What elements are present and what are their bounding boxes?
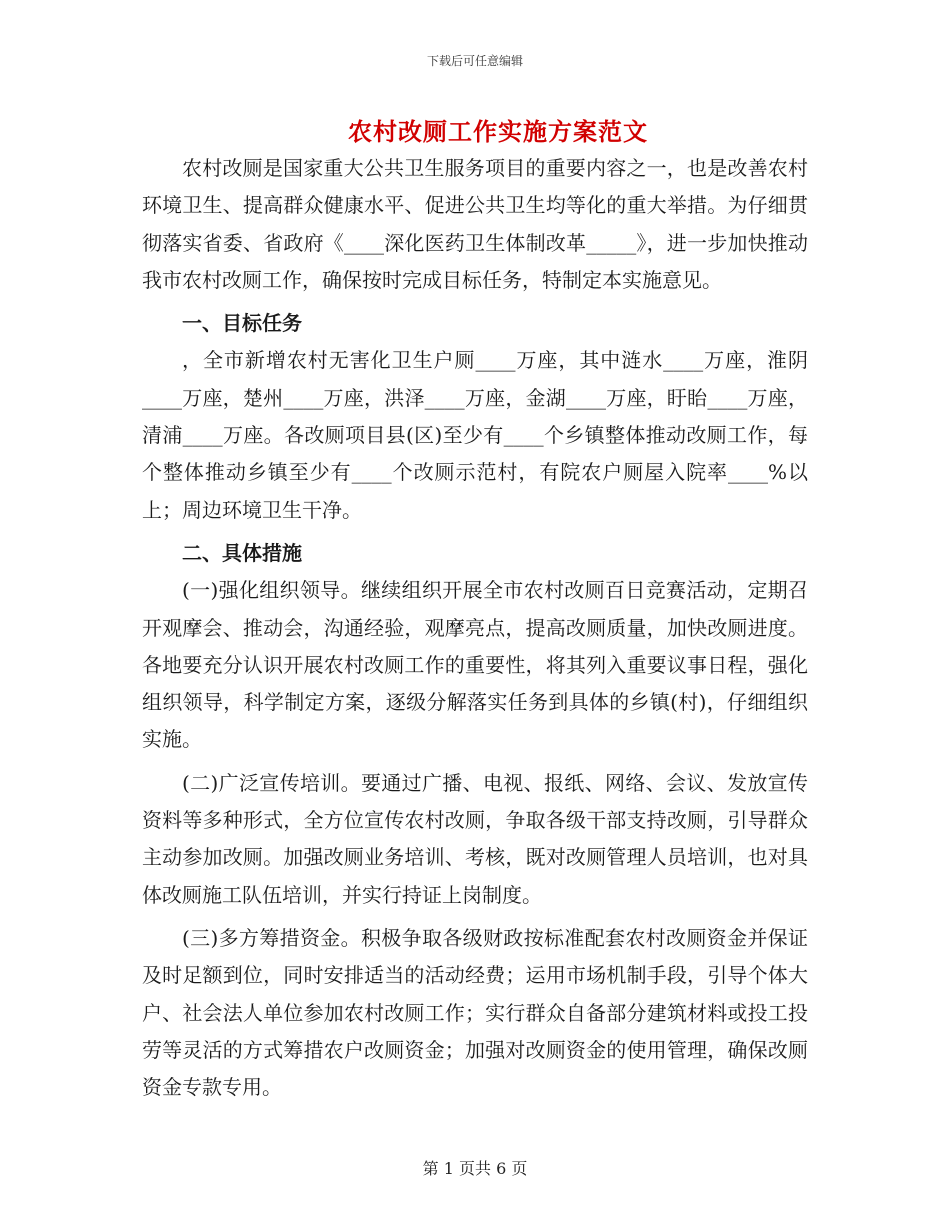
intro-paragraph: 农村改厕是国家重大公共卫生服务项目的重要内容之一，也是改善农村环境卫生、提高群众健康水平、促进公共卫生均等化的重大举措。为仔细贯彻落实省委、省政府《____深化医药卫生体制改革_____》，进一步加快推动我市农村改厕工作，确保按时完成目标任务，特制定本实施意见。 [142,156,808,292]
page-number: 第 1 页共 6 页 [422,1159,528,1178]
measure-paragraph-1: (一)强化组织领导。继续组织开展全市农村改厕百日竞赛活动，定期召开观摩会、推动会，沟通经验，观摩亮点，提高改厕质量，加快改厕进度。各地要充分认识开展农村改厕工作的重要性，将其列入重要议事日程，强化组织领导，科学制定方案，逐级分解落实任务到具体的乡镇(村)，仔细组织实施。 [142,578,808,752]
document-title: 农村改厕工作实施方案范文 [348,117,648,146]
measure-paragraph-2: (二)广泛宣传培训。要通过广播、电视、报纸、网络、会议、发放宣传资料等多种形式，全方位宣传农村改厕，争取各级干部支持改厕，引导群众主动参加改厕。加强改厕业务培训、考核，既对改厕管理人员培训，也对具体改厕施工队伍培训，并实行持证上岗制度。 [142,770,808,907]
goals-paragraph: ，全市新增农村无害化卫生户厕____万座，其中涟水____万座，淮阴____万座，楚州____万座，洪泽____万座，金湖____万座，盱眙____万座，清浦____万座。各改厕项目县(区)至少有____个乡镇整体推动改厕工作，每个整体推动乡镇至少有____个改厕示范村，有院农户厕屋入院率____%以上；周边环境卫生干净。 [142,348,808,522]
document-body [142,150,808,1106]
header-note: 下载后可任意编辑 [426,54,523,68]
measure-paragraph-3: (三)多方筹措资金。积极争取各级财政按标准配套农村改厕资金并保证及时足额到位，同时安排适当的活动经费；运用市场机制手段，引导个体大户、社会法人单位参加农村改厕工作；实行群众自备部分建筑材料或投工投劳等灵活的方式筹措农户改厕资金；加强对改厕资金的使用管理，确保改厕资金专款专用。 [142,925,808,1100]
section-heading-goals: 一、目标任务 [182,311,302,336]
section-heading-measures: 二、具体措施 [182,540,302,565]
